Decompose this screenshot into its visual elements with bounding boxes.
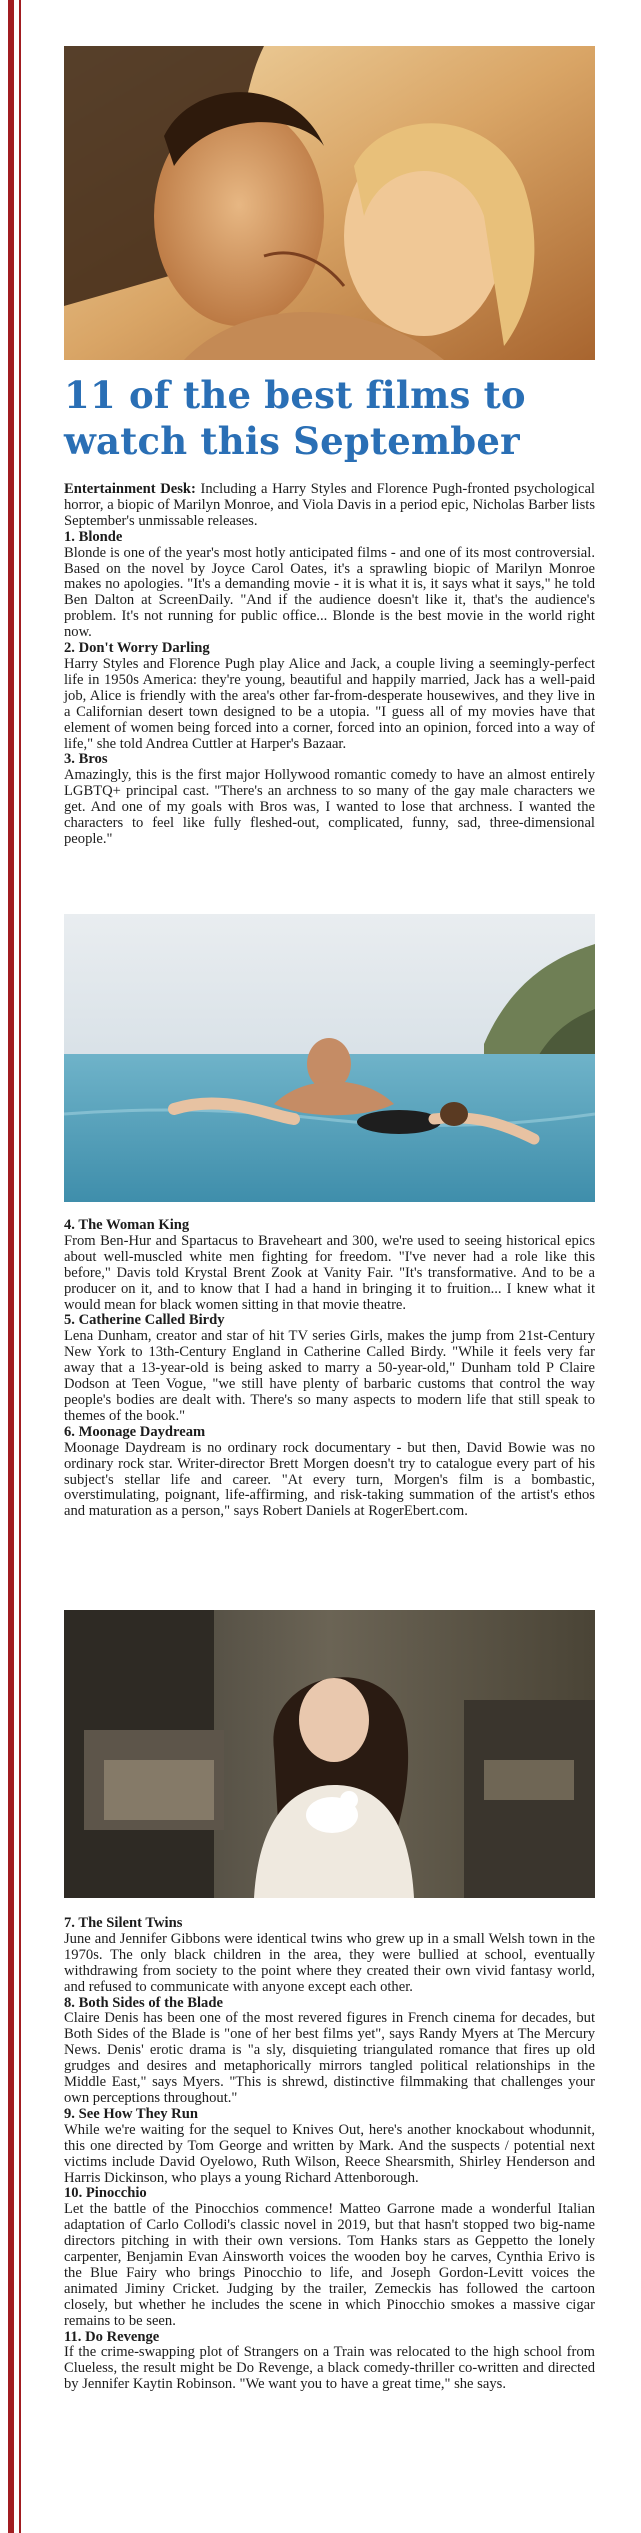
film-body: June and Jennifer Gibbons were identical twins who grew up in a small Welsh town in the 1970s. The only black children in the area, they were bullied at school, eventually withdrawing from society to the point where they created their own vivid fantasy world, and refused to communicate with anyone except each other. — [64, 1930, 595, 1995]
sea-photo — [64, 914, 595, 1202]
page-title: 11 of the best films to watch this September — [64, 373, 526, 463]
film-heading: 1. Blonde — [64, 528, 123, 545]
film-heading: 6. Moonage Daydream — [64, 1423, 206, 1440]
film-body: Harry Styles and Florence Pugh play Alice and Jack, a couple living a seemingly-perfect life in 1950s America: they're young, beautiful and happily married, Jack has a well-paid job, Alice is friendly with the area's other far-from-desperate housewives, and they live in a Californian desert town designed to be a utopia. "I guess all of my movies have that element of women being forced into a corner, forced into an opinion, forced into a way of life," she told Andrea Cuttler at Harper's Bazaar. — [64, 655, 595, 752]
film-body: Blonde is one of the year's most hotly anticipated films - and one of its most controversial. Based on the novel by Joyce Carol Oates, it's a sprawling biopic of Marilyn Monroe makes no apologies. "It's a demanding movie - it is what it is, it says what it says," he told Ben Dalton at ScreenDaily. "And if the audience doesn't like it, that's the audience's problem. It's not running for public office... Blonde is the best movie in the world right now. — [64, 544, 595, 641]
intro-paragraph — [64, 482, 595, 530]
film-body: Claire Denis has been one of the most revered figures in French cinema for decades, but Both Sides of the Blade is "one of her best films yet", says Randy Myers at The Mercury News. Denis' erotic drama is "a sly, disquieting triangulated romance that fires up old grudges and desires and metaphorically mirrors tangled political relationships in the Middle East," says Myers. "This is shrewd, distinctive filmmaking that challenges your own perceptions throughout." — [64, 2010, 595, 2106]
film-body: If the crime-swapping plot of Strangers on a Train was relocated to the high school from Clueless, the result might be Do Revenge, a black comedy-thriller co-written and directed by Jennifer Kaytin Robinson. "We want you to have a great time," she says. — [64, 2344, 595, 2393]
girl-with-dove-photo — [64, 1610, 595, 1898]
article-block-3 — [64, 1916, 595, 2393]
film-body: Let the battle of the Pinocchios commence! Matteo Garrone made a wonderful Italian adaptation of Carlo Collodi's classic novel in 2019, but that hasn't stopped two big-name directors pitching in with their own versions. Tom Hanks stars as Geppetto the lonely carpenter, Benjamin Evan Ainsworth voices the wooden boy he carves, Cynthia Erivo is the Blue Fairy who brings Pinocchio to life, and Joseph Gordon-Levitt voices the animated Jiminy Cricket. Judging by the trailer, Zemeckis has followed the cartoon closely, but whether he includes the scene in which Pinocchio smokes a massive cigar remains to be seen. — [64, 2201, 595, 2329]
film-body: While we're waiting for the sequel to Knives Out, here's another knockabout whodunnit, this one directed by Tom George and written by Mark. And the suspects / potential next victims include David Oyelowo, Ruth Wilson, Reece Shearsmith, Shirley Henderson and Harris Dickinson, who plays a young Richard Attenborough. — [64, 2121, 595, 2186]
film-heading: 11. Do Revenge — [64, 2328, 160, 2345]
film-body: Amazingly, this is the first major Hollywood romantic comedy to have an almost entirely LGBTQ+ principal cast. "There's an archness to so many of the gay male characters we get. And one of my goals with Bros was, I wanted to lose that archness. I wanted the characters to feel like fully fleshed-out, complicated, funny, sad, three-dimensional people." — [64, 767, 595, 847]
film-heading: 5. Catherine Called Birdy — [64, 1312, 225, 1329]
film-body: From Ben-Hur and Spartacus to Braveheart and 300, we're used to seeing historical epics about well-muscled white men fighting for freedom. "I've never had a role like this before," Davis told Krystal Brent Zook at Vanity Fair. "It's transformative. And to be a producer on it, and to know that I had a hand in bringing it to fruition... I knew what it would mean for black women sitting in that movie theatre. — [64, 1232, 595, 1313]
film-heading: 2. Don't Worry Darling — [64, 640, 210, 657]
film-heading: 10. Pinocchio — [64, 2185, 147, 2202]
intro-label: Entertainment Desk: — [64, 481, 196, 497]
film-heading: 7. The Silent Twins — [64, 1915, 183, 1931]
article-block-2 — [64, 1218, 595, 1520]
film-heading: 9. See How They Run — [64, 2105, 198, 2122]
left-border-thick — [8, 0, 14, 2533]
intro-text: Including a Harry Styles and Florence Pugh-fronted psychological horror, a biopic of Marilyn Monroe, and Viola Davis in a period epic, Nicholas Barber lists September's unmissable releases. — [64, 481, 595, 529]
film-heading: 8. Both Sides of the Blade — [64, 1994, 223, 2011]
film-body: Moonage Daydream is no ordinary rock documentary - but then, David Bowie was no ordinary rock star. Writer-director Brett Morgen doesn't try to catalogue every part of his subject's stellar life and career. "At every turn, Morgen's film is a bombastic, overstimulating, poignant, life-affirming, and risk-taking summation of the artist's ethos and maturation as a person," says Robert Daniels at RogerEbert.com. — [64, 1439, 595, 1520]
couple-photo — [64, 46, 595, 360]
film-heading: 3. Bros — [64, 751, 108, 768]
left-border-thin — [19, 0, 21, 2533]
film-heading: 4. The Woman King — [64, 1217, 190, 1233]
film-body: Lena Dunham, creator and star of hit TV series Girls, makes the jump from 21st-Century New York to 13th-Century England in Catherine Called Birdy. "While it feels very far away that a 13-year-old is being asked to marry a 50-year-old," Dunham told P Claire Dodson at Teen Vogue, "we still have plenty of barbaric customs that control the way people's bodies are dealt with. There's so many aspects to modern life that still speak to themes of the book." — [64, 1328, 595, 1424]
article-block-1 — [64, 482, 595, 848]
